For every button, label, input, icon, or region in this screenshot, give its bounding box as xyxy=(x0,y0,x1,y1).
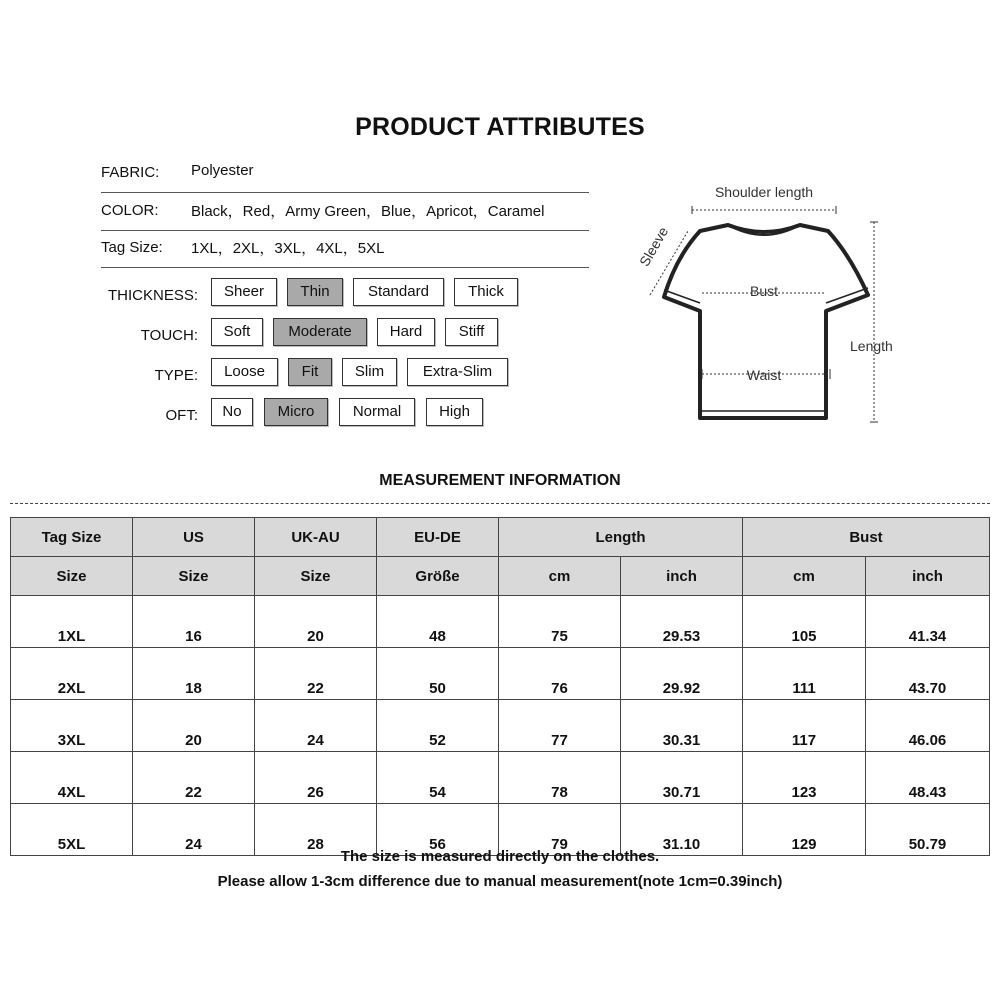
fabric-row xyxy=(101,156,589,193)
touch-label: TOUCH: xyxy=(140,327,198,344)
type-option-loose[interactable]: Loose xyxy=(211,358,278,386)
table-cell: 50.79 xyxy=(866,804,990,856)
oft-label: OFT: xyxy=(165,407,198,424)
table-cell: 79 xyxy=(499,804,621,856)
header-tag-size: Tag Size xyxy=(11,518,133,557)
header-length: Length xyxy=(499,518,743,557)
subheader-cell: cm xyxy=(743,557,866,596)
thickness-option-thin[interactable]: Thin xyxy=(287,278,343,306)
table-row xyxy=(11,752,990,804)
header-eu-de: EU-DE xyxy=(377,518,499,557)
bust-label: Bust xyxy=(749,283,779,299)
note-line-1: The size is measured directly on the clothes. xyxy=(340,848,660,865)
table-cell: 31.10 xyxy=(621,804,743,856)
subheader-cell: Size xyxy=(11,557,133,596)
table-cell: 1XL xyxy=(11,596,133,648)
table-cell: 2XL xyxy=(11,648,133,700)
table-cell: 48 xyxy=(377,596,499,648)
oft-option-normal[interactable]: Normal xyxy=(339,398,415,426)
type-label: TYPE: xyxy=(154,367,198,384)
table-cell: 30.31 xyxy=(621,700,743,752)
table-cell: 77 xyxy=(499,700,621,752)
subheader-cell: inch xyxy=(866,557,990,596)
touch-option-hard[interactable]: Hard xyxy=(377,318,435,346)
table-cell: 28 xyxy=(255,804,377,856)
table-cell: 50 xyxy=(377,648,499,700)
oft-option-high[interactable]: High xyxy=(426,398,483,426)
table-cell: 24 xyxy=(255,700,377,752)
color-label: COLOR: xyxy=(101,202,159,219)
table-row xyxy=(11,700,990,752)
table-cell: 4XL xyxy=(11,752,133,804)
table-cell: 123 xyxy=(743,752,866,804)
subheader-cell: Größe xyxy=(377,557,499,596)
fabric-value: Polyester xyxy=(191,162,254,179)
table-cell: 3XL xyxy=(11,700,133,752)
table-cell: 56 xyxy=(377,804,499,856)
table-cell: 29.53 xyxy=(621,596,743,648)
table-cell: 117 xyxy=(743,700,866,752)
touch-option-moderate[interactable]: Moderate xyxy=(273,318,367,346)
table-cell: 16 xyxy=(133,596,255,648)
header-us: US xyxy=(133,518,255,557)
measurement-table xyxy=(10,517,990,856)
table-cell: 30.71 xyxy=(621,752,743,804)
sleeve-label: Sleeve xyxy=(636,223,672,270)
fabric-label: FABRIC: xyxy=(101,164,160,181)
thickness-option-thick[interactable]: Thick xyxy=(454,278,518,306)
table-cell: 18 xyxy=(133,648,255,700)
color-row xyxy=(101,194,589,231)
table-row xyxy=(11,596,990,648)
page-title: PRODUCT ATTRIBUTES xyxy=(355,113,645,141)
table-cell: 43.70 xyxy=(866,648,990,700)
table-cell: 26 xyxy=(255,752,377,804)
table-cell: 54 xyxy=(377,752,499,804)
tshirt-outline xyxy=(664,225,868,418)
table-header-row-1 xyxy=(11,518,990,557)
note-line-2: Please allow 1-3cm difference due to manual measurement(note 1cm=0.39inch) xyxy=(217,873,783,890)
table-cell: 76 xyxy=(499,648,621,700)
table-cell: 24 xyxy=(133,804,255,856)
subheader-cell: inch xyxy=(621,557,743,596)
touch-option-soft[interactable]: Soft xyxy=(211,318,263,346)
option-groups xyxy=(0,278,600,428)
table-cell: 129 xyxy=(743,804,866,856)
table-header-row-2 xyxy=(11,557,990,596)
thickness-label: THICKNESS: xyxy=(107,287,198,304)
tshirt-diagram xyxy=(630,175,910,435)
table-cell: 20 xyxy=(255,596,377,648)
thickness-option-standard[interactable]: Standard xyxy=(353,278,444,306)
thickness-option-sheer[interactable]: Sheer xyxy=(211,278,277,306)
oft-option-micro[interactable]: Micro xyxy=(264,398,328,426)
type-option-fit[interactable]: Fit xyxy=(288,358,332,386)
type-option-extra-slim[interactable]: Extra-Slim xyxy=(407,358,508,386)
tag-size-row xyxy=(101,231,589,268)
shoulder-length-label: Shoulder length xyxy=(714,184,814,200)
type-option-slim[interactable]: Slim xyxy=(342,358,397,386)
touch-option-stiff[interactable]: Stiff xyxy=(445,318,498,346)
table-cell: 22 xyxy=(255,648,377,700)
subheader-cell: cm xyxy=(499,557,621,596)
table-cell: 29.92 xyxy=(621,648,743,700)
table-cell: 5XL xyxy=(11,804,133,856)
table-cell: 105 xyxy=(743,596,866,648)
table-cell: 41.34 xyxy=(866,596,990,648)
table-cell: 78 xyxy=(499,752,621,804)
subheader-cell: Size xyxy=(133,557,255,596)
table-cell: 48.43 xyxy=(866,752,990,804)
waist-label: Waist xyxy=(746,367,782,383)
table-cell: 46.06 xyxy=(866,700,990,752)
color-value: Black，Red，Army Green，Blue，Apricot，Caramel xyxy=(191,203,545,220)
header-uk-au: UK-AU xyxy=(255,518,377,557)
subheader-cell: Size xyxy=(255,557,377,596)
table-cell: 22 xyxy=(133,752,255,804)
dotted-divider xyxy=(10,503,990,504)
tag-size-label: Tag Size: xyxy=(101,239,163,256)
measurement-title: MEASUREMENT INFORMATION xyxy=(379,472,621,489)
table-cell: 111 xyxy=(743,648,866,700)
tag-size-value: 1XL，2XL，3XL，4XL，5XL xyxy=(191,240,385,257)
oft-option-no[interactable]: No xyxy=(211,398,253,426)
length-label: Length xyxy=(850,338,893,354)
header-bust: Bust xyxy=(743,518,990,557)
table-row xyxy=(11,648,990,700)
table-cell: 20 xyxy=(133,700,255,752)
table-cell: 75 xyxy=(499,596,621,648)
table-cell: 52 xyxy=(377,700,499,752)
